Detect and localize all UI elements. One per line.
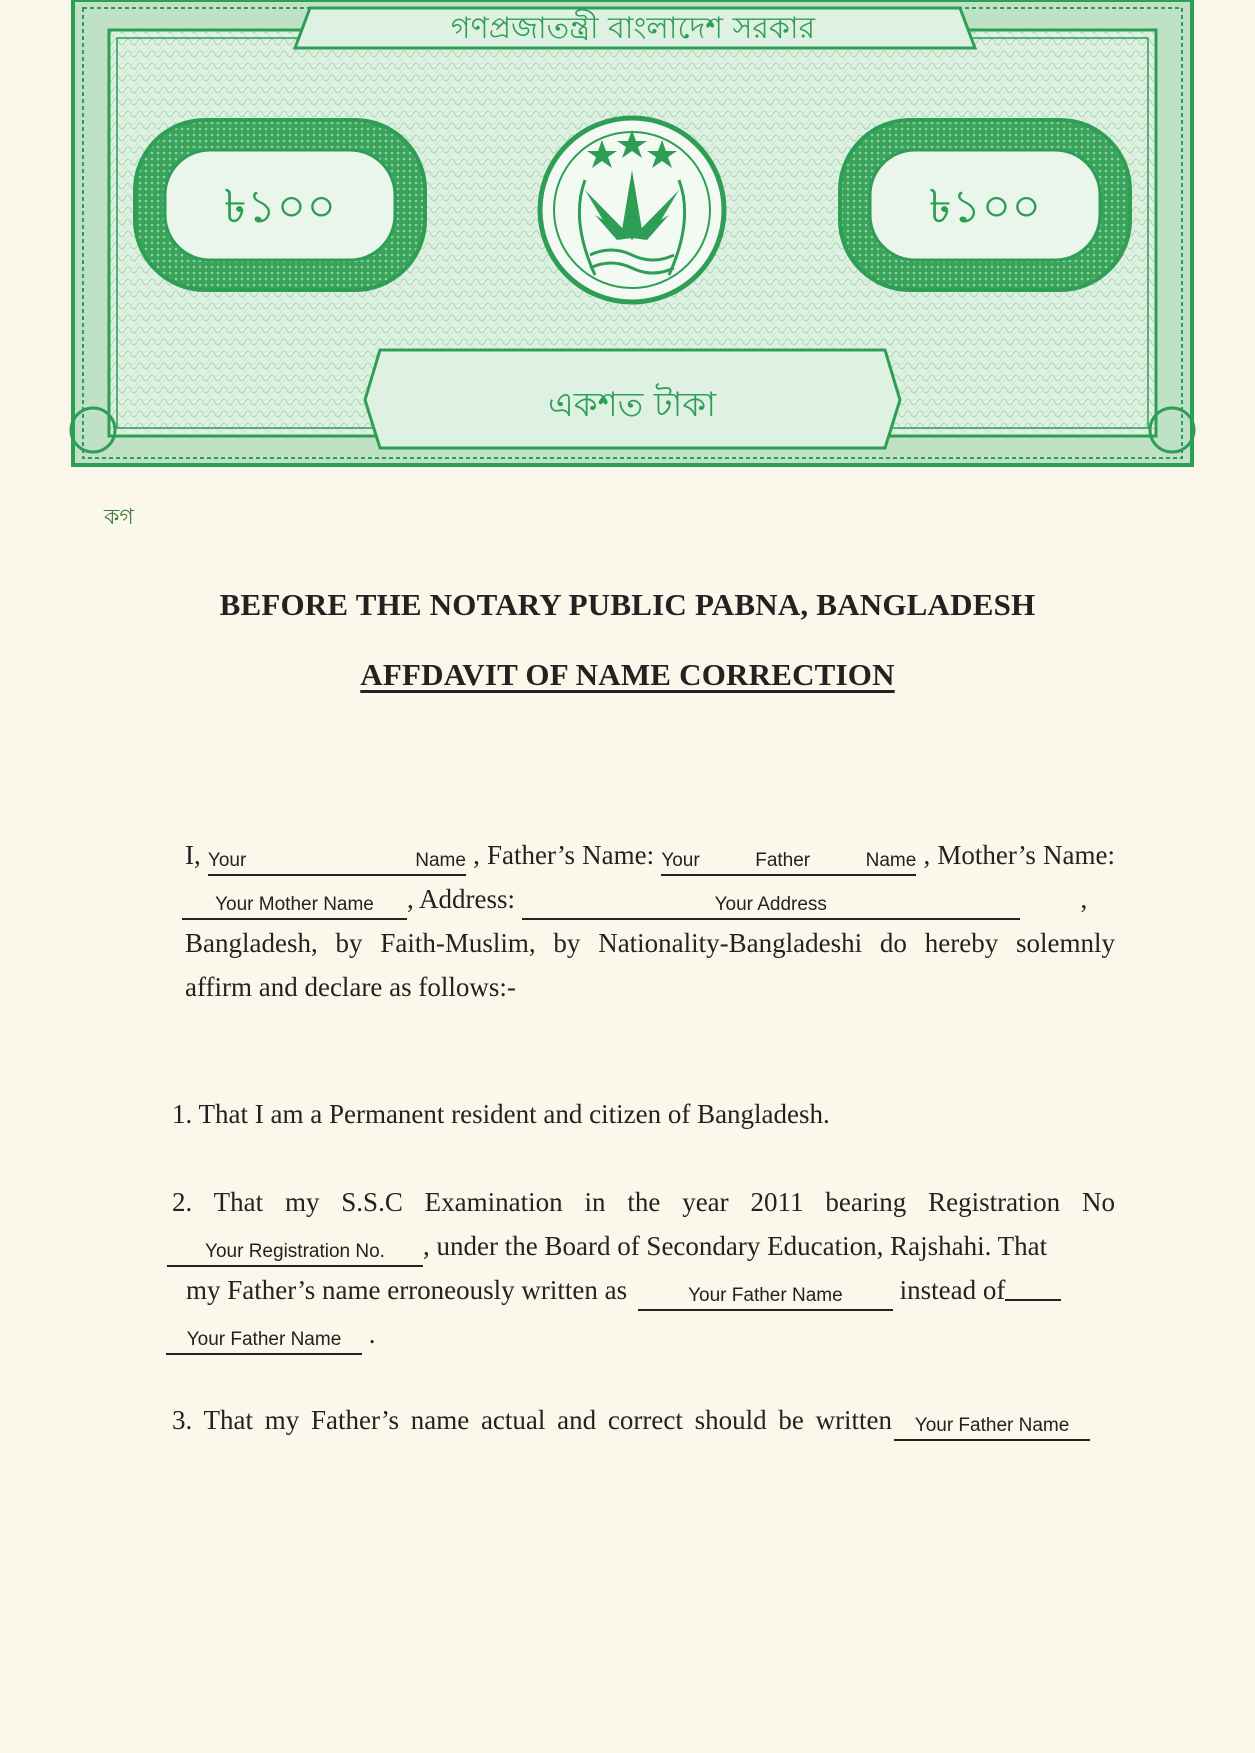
name-field[interactable]: Your Name [208,848,466,876]
mother-name-field[interactable]: Your Mother Name [182,892,407,920]
clause-2-line-1: 2. That my S.S.C Examination in the year 2011 bearing Registration No [172,1187,1115,1217]
intro-line-1 [185,833,1115,877]
stamp-paper-header [65,0,1200,470]
stamp-value-text: একশত টাকা [547,385,717,425]
document-subtitle: AFFDAVIT OF NAME CORRECTION [360,657,895,692]
stamp-header-text: গণপ্রজাতন্ত্রী বাংলাদেশ সরকার [450,11,816,46]
clause-3-text: 3. That my Father’s name actual and correct should be written [172,1405,893,1435]
actual-father-name-field[interactable]: Your Father Name [894,1413,1090,1441]
document-title: BEFORE THE NOTARY PUBLIC PABNA, BANGLADESH [219,587,1036,622]
denomination-left: ৳১০০ [223,179,337,233]
clause-2-line-4 [172,1312,1115,1356]
clause-2-line-2-text: , under the Board of Secondary Education, Rajshahi. That [423,1231,1048,1261]
clause-2-period: . [368,1319,376,1349]
clause-2-line-2 [172,1224,1115,1268]
address-comma: , [1080,884,1088,914]
father-name-field[interactable]: Your Father Name [661,848,916,876]
clause-1: 1. That I am a Permanent resident and citizen of Bangladesh. [172,1099,830,1129]
correct-father-name-field[interactable]: Your Father Name [166,1327,362,1355]
wrong-father-name-field[interactable]: Your Father Name [638,1283,893,1311]
mothers-name-label: , Mother’s Name: [923,840,1116,870]
instead-of-blank[interactable] [1005,1273,1061,1301]
address-field[interactable]: Your Address [522,892,1020,920]
clause-2-line-3-text: my Father’s name erroneously written as [186,1275,628,1305]
intro-line-2 [185,877,1115,921]
clause-3 [172,1398,1152,1442]
intro-line-3: Bangladesh, by Faith-Muslim, by Nationality-Bangladeshi do hereby solemnly [185,928,1115,958]
clause-2-line-3 [172,1268,1115,1312]
clause-3-line [172,1398,1152,1442]
instead-of-label: instead of [899,1275,1006,1305]
fathers-name-label: , Father’s Name: [473,840,655,870]
stamp-serial-mark: কগ [104,505,134,530]
intro-paragraph [185,833,1115,1009]
registration-field[interactable]: Your Registration No. [167,1239,423,1267]
denomination-right-cartouche [840,120,1130,290]
national-emblem-icon [540,118,724,302]
address-label: , Address: [407,884,515,914]
intro-line-4: affirm and declare as follows:- [185,972,516,1002]
denomination-right: ৳১০০ [928,179,1042,233]
denomination-left-cartouche [135,120,425,290]
intro-i: I, [185,840,201,870]
clause-2 [172,1180,1115,1356]
